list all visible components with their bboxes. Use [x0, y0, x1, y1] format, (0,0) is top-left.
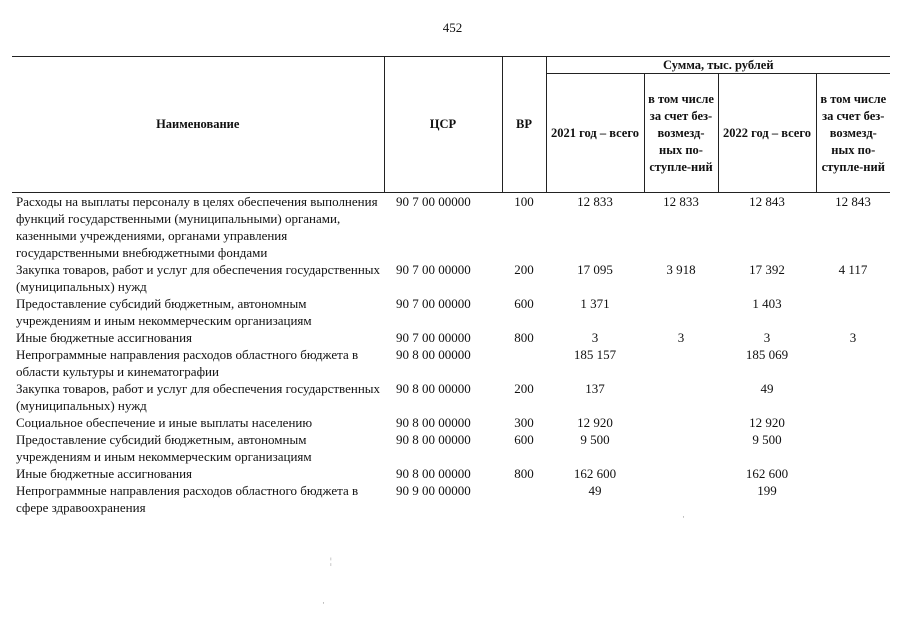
- row-2022-total: 185 069: [745, 347, 789, 362]
- row-2021-free: [644, 465, 718, 482]
- table-row: [12, 431, 890, 465]
- row-2021-total: 17 095: [577, 262, 613, 277]
- header-2021-total: 2021 год – всего: [546, 74, 644, 193]
- row-2021-free: [644, 431, 718, 465]
- table-row: [12, 193, 890, 262]
- table-row: [12, 261, 890, 295]
- row-csr: 90 8 00 00000: [396, 415, 471, 430]
- row-csr: 90 8 00 00000: [396, 347, 471, 362]
- row-name: Закупка товаров, работ и услуг для обеспечения государственных (муниципальных) нужд: [16, 381, 381, 413]
- header-sum-group: Сумма, тыс. рублей: [546, 57, 890, 74]
- row-2021-free: [644, 346, 718, 380]
- row-2022-free: [816, 346, 890, 380]
- row-name: Расходы на выплаты персоналу в целях обеспечения выполнения функций государственными (муниципальными) органами, казенными учреждениями, органами управления государственными внебюджетными фондами: [16, 194, 378, 260]
- row-csr: 90 7 00 00000: [396, 262, 471, 277]
- table-row: [12, 295, 890, 329]
- row-2022-total: 9 500: [752, 432, 782, 447]
- row-2021-free: [644, 295, 718, 329]
- row-vr: 100: [514, 194, 534, 209]
- row-vr: 200: [514, 381, 534, 396]
- header-csr: ЦСР: [384, 57, 502, 193]
- row-name: Предоставление субсидий бюджетным, автономным учреждениям и иным некоммерческим организациям: [16, 296, 312, 328]
- row-csr: 90 8 00 00000: [396, 381, 471, 396]
- table-row: [12, 414, 890, 431]
- row-csr: 90 7 00 00000: [396, 330, 471, 345]
- row-2022-free: [816, 431, 890, 465]
- table-row: [12, 329, 890, 346]
- row-2022-total: 199: [757, 483, 777, 498]
- row-name: Непрограммные направления расходов областного бюджета в сфере здравоохранения: [16, 483, 359, 515]
- row-2021-total: 49: [588, 483, 602, 498]
- row-2022-free: [816, 380, 890, 414]
- row-2022-free: [816, 414, 890, 431]
- row-2022-free: 12 843: [835, 194, 871, 209]
- row-name: Социальное обеспечение и иные выплаты населению: [16, 415, 313, 430]
- row-2021-total: 9 500: [580, 432, 610, 447]
- row-2021-total: 185 157: [573, 347, 617, 362]
- header-2021-free: в том числе за счет без-возмезд-ных по-ступле-ний: [644, 74, 718, 193]
- row-2021-free: [644, 482, 718, 516]
- row-vr: [502, 482, 546, 516]
- row-2022-free: 4 117: [838, 262, 868, 277]
- table-header: [12, 57, 890, 193]
- table-row: [12, 482, 890, 516]
- row-2021-free: [644, 380, 718, 414]
- header-vr: ВР: [502, 57, 546, 193]
- page-number: 452: [442, 20, 463, 35]
- row-csr: 90 8 00 00000: [396, 466, 471, 481]
- row-vr: [502, 346, 546, 380]
- row-vr: 300: [514, 415, 534, 430]
- row-2021-total: 12 920: [577, 415, 613, 430]
- row-2022-total: 12 920: [749, 415, 785, 430]
- row-2022-total: 17 392: [749, 262, 785, 277]
- row-2022-total: 12 843: [749, 194, 785, 209]
- scan-speck: ¦: [330, 556, 332, 566]
- row-name: Непрограммные направления расходов областного бюджета в области культуры и кинематографии: [16, 347, 359, 379]
- header-2022-free: в том числе за счет без-возмезд-ных по-ступле-ний: [816, 74, 890, 193]
- row-vr: 600: [514, 296, 534, 311]
- scan-speck: ·: [322, 598, 325, 608]
- row-2021-free: [644, 414, 718, 431]
- row-2021-total: 162 600: [573, 466, 617, 481]
- row-name: Закупка товаров, работ и услуг для обеспечения государственных (муниципальных) нужд: [16, 262, 381, 294]
- row-2022-free: [816, 295, 890, 329]
- row-csr: 90 7 00 00000: [396, 194, 471, 209]
- scan-speck: ·: [682, 512, 685, 522]
- row-2021-total: 3: [591, 330, 599, 345]
- row-csr: 90 9 00 00000: [396, 483, 471, 498]
- row-2022-total: 162 600: [745, 466, 789, 481]
- table-row: [12, 380, 890, 414]
- budget-table: [12, 56, 890, 516]
- table-body: [12, 193, 890, 517]
- row-csr: 90 8 00 00000: [396, 432, 471, 447]
- row-2021-free: 3 918: [666, 262, 696, 277]
- row-2022-free: [816, 465, 890, 482]
- row-2022-total: 49: [760, 381, 774, 396]
- table-row: [12, 346, 890, 380]
- row-name: Иные бюджетные ассигнования: [16, 466, 193, 481]
- row-vr: 600: [514, 432, 534, 447]
- header-name: Наименование: [12, 57, 384, 193]
- row-2021-free: 12 833: [663, 194, 699, 209]
- row-2022-free: 3: [849, 330, 857, 345]
- row-2022-total: 3: [763, 330, 771, 345]
- row-vr: 800: [514, 466, 534, 481]
- row-name: Предоставление субсидий бюджетным, автономным учреждениям и иным некоммерческим организациям: [16, 432, 312, 464]
- row-vr: 200: [514, 262, 534, 277]
- row-2021-total: 1 371: [580, 296, 610, 311]
- header-2022-total: 2022 год – всего: [718, 74, 816, 193]
- row-2021-free: 3: [677, 330, 685, 345]
- row-name: Иные бюджетные ассигнования: [16, 330, 193, 345]
- row-2021-total: 137: [585, 381, 605, 396]
- table-row: [12, 465, 890, 482]
- row-2022-total: 1 403: [752, 296, 782, 311]
- row-2021-total: 12 833: [577, 194, 613, 209]
- row-2022-free: [816, 482, 890, 516]
- row-csr: 90 7 00 00000: [396, 296, 471, 311]
- row-vr: 800: [514, 330, 534, 345]
